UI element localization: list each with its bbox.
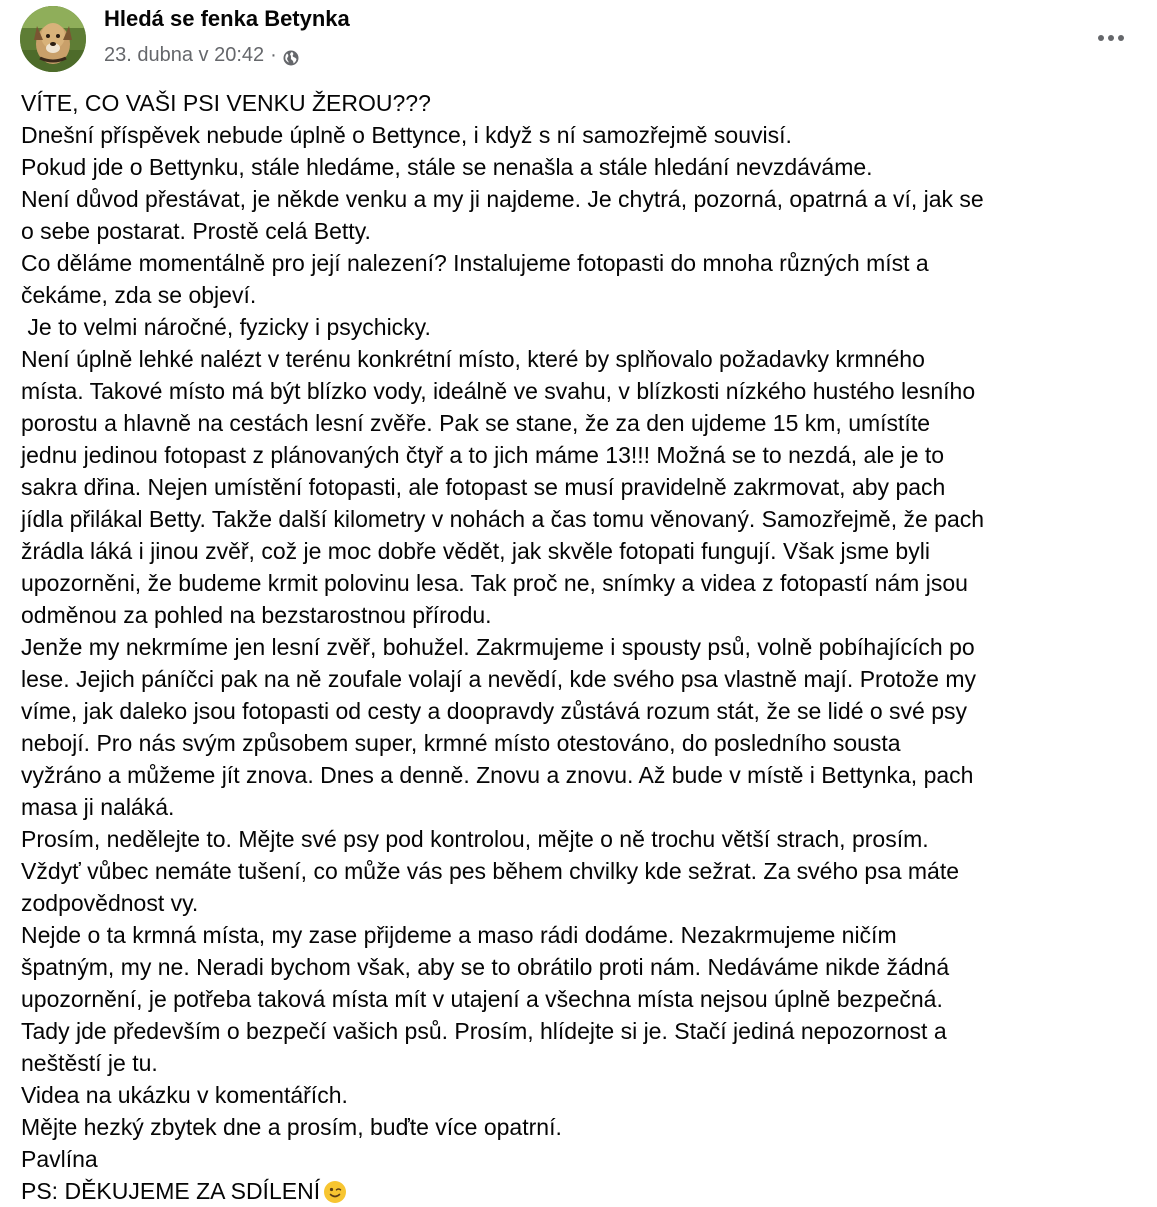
post-text-line: jednu jedinou fotopast z plánovaných čtyř a to jich máme 13!!! Možná se to nezdá, ale je to	[21, 442, 945, 468]
avatar[interactable]	[20, 6, 86, 72]
winking-face-emoji-icon	[324, 1181, 346, 1203]
post-text-line: víme, jak daleko jsou fotopasti od cesty a doopravdy zůstává rozum stát, že se lidé o své psy	[21, 698, 968, 724]
post-text-line: porostu a hlavně na cestách lesní zvěře. Pak se stane, že za den ujdeme 15 km, umístíte	[21, 410, 930, 436]
post-body	[21, 87, 1146, 1207]
post-text-line: o sebe postarat. Prostě celá Betty.	[21, 218, 371, 244]
meta-separator: ·	[270, 44, 277, 66]
post-text-line: Není úplně lehké nalézt v terénu konkrétní místo, které by splňovalo požadavky krmného	[21, 346, 925, 372]
post-text-line: Je to velmi náročné, fyzicky i psychicky.	[21, 314, 431, 340]
more-dot-icon	[1108, 35, 1114, 41]
post-text-line: jídla přilákal Betty. Takže další kilometry v nohách a čas tomu věnovaný. Samozřejmě, že pach	[21, 506, 985, 532]
post-text-line: zodpovědnost vy.	[21, 890, 199, 916]
post-text-line: neštěstí je tu.	[21, 1050, 158, 1076]
post-text-line: odměnou za pohled na bezstarostnou přírodu.	[21, 602, 492, 628]
globe-icon[interactable]	[283, 49, 299, 65]
ps-text: PS: DĚKUJEME ZA SDÍLENÍ	[21, 1178, 321, 1204]
post-text-line: Dnešní příspěvek nebude úplně o Bettynce, i když s ní samozřejmě souvisí.	[21, 122, 792, 148]
dog-photo-icon	[20, 6, 86, 72]
post-text-line: masa ji naláká.	[21, 794, 175, 820]
post-text-line: sakra dřina. Nejen umístění fotopasti, ale fotopast se musí pravidelně zakrmovat, aby pach	[21, 474, 946, 500]
post-text-line: Nejde o ta krmná místa, my zase přijdeme a maso rádi dodáme. Nezakrmujeme ničím	[21, 922, 897, 948]
post-text-line: lese. Jejich páníčci pak na ně zoufale volají a nevědí, kde svého psa vlastně mají. Protože my	[21, 666, 977, 692]
post-header	[20, 4, 1137, 76]
post-text-line: nebojí. Pro nás svým způsobem super, krmné místo otestováno, do posledního sousta	[21, 730, 901, 756]
post-text-line: Tady jde především o bezpečí vašich psů. Prosím, hlídejte si je. Stačí jediná nepozornost a	[21, 1018, 947, 1044]
post-text-line: Pokud jde o Bettynku, stále hledáme, stále se nenašla a stále hledání nevzdáváme.	[21, 154, 873, 180]
more-dot-icon	[1118, 35, 1124, 41]
post-text-line: Není důvod přestávat, je někde venku a my ji najdeme. Je chytrá, pozorná, opatrná a ví, jak se	[21, 186, 984, 212]
post-timestamp[interactable]: 23. dubna v 20:42	[104, 44, 265, 66]
post-text-line: žrádla láká i jinou zvěř, což je moc dobře vědět, jak skvěle fotopati fungují. Však jsme byli	[21, 538, 930, 564]
post-text-line: špatným, my ne. Neradi bychom však, aby se to obrátilo proti nám. Nedáváme nikde žádná	[21, 954, 950, 980]
post-text-line: VÍTE, CO VAŠI PSI VENKU ŽEROU???	[21, 90, 431, 116]
more-dot-icon	[1098, 35, 1104, 41]
post-text-line: Jenže my nekrmíme jen lesní zvěř, bohužel. Zakrmujeme i spousty psů, volně pobíhajících po	[21, 634, 975, 660]
post-text-line-ps	[21, 1175, 1146, 1207]
post-text-line: Mějte hezký zbytek dne a prosím, buďte více opatrní.	[21, 1114, 562, 1140]
post-text-line: upozornění, je potřeba taková místa mít v utajení a všechna místa nejsou úplně bezpečná.	[21, 986, 943, 1012]
post-text-line: čekáme, zda se objeví.	[21, 282, 257, 308]
post-text-line: Vždyť vůbec nemáte tušení, co může vás pes během chvilky kde sežrat. Za svého psa máte	[21, 858, 960, 884]
post-text-line: Prosím, nedělejte to. Mějte své psy pod kontrolou, mějte o ně trochu větší strach, prosím.	[21, 826, 929, 852]
post-text-line: místa. Takové místo má být blízko vody, ideálně ve svahu, v blízkosti nízkého hustého lesního	[21, 378, 976, 404]
post-text-line: Pavlína	[21, 1146, 98, 1172]
post-text-line: Co děláme momentálně pro její nalezení? Instalujeme fotopasti do mnoha různých míst a	[21, 250, 929, 276]
post-text-line: vyžráno a můžeme jít znova. Dnes a denně. Znovu a znovu. Až bude v místě i Bettynka, pach	[21, 762, 974, 788]
more-options-button[interactable]	[1091, 18, 1131, 58]
post-meta	[104, 44, 299, 67]
post-text-line: Videa na ukázku v komentářích.	[21, 1082, 348, 1108]
post-text-line: upozorněni, že budeme krmit polovinu lesa. Tak proč ne, snímky a videa z fotopastí nám jsou	[21, 570, 968, 596]
post-author-name[interactable]: Hledá se fenka Betynka	[104, 6, 350, 31]
